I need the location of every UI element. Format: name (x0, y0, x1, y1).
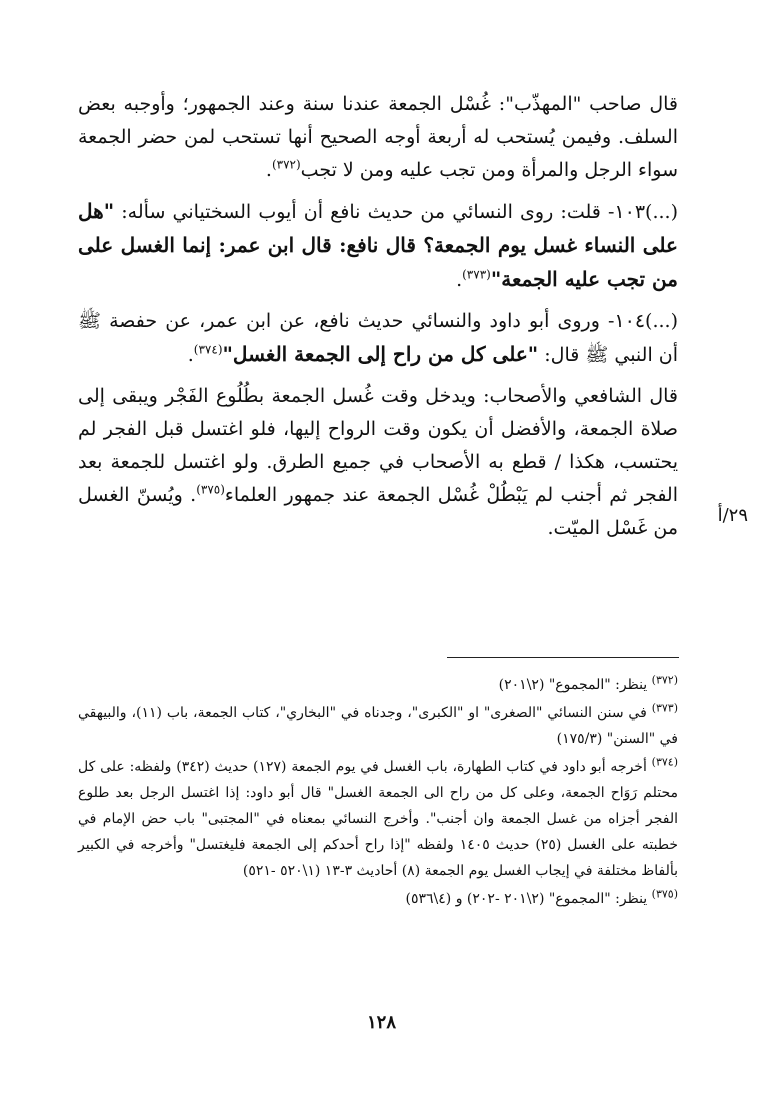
manuscript-folio-marker: ٢٩/أ (717, 505, 748, 526)
paragraph-2 (78, 195, 678, 297)
footnote-number: (٣٧٢) (651, 673, 678, 687)
paragraph-prefix: (...)١٠٤- وروى أبو داود والنسائي حديث نافع، عن ابن عمر، عن حفصة ﷺ أن النبي ﷺ قال: (78, 310, 678, 366)
paragraph-1 (78, 88, 678, 187)
page-number: ١٢٨ (366, 1012, 396, 1033)
footnote-number: (٣٧٣) (651, 701, 679, 715)
paragraph-end: . (456, 269, 463, 291)
main-text (78, 88, 678, 553)
footnote-ref: (٣٧٣) (462, 267, 491, 282)
footnote-text: في سنن النسائي "الصغرى" او "الكبرى"، وجدناه في "البخاري"، كتاب الجمعة، باب (١١)، والبيهقي في "السنن" (١٧٥/٣) (78, 705, 678, 747)
footnote-ref: (٣٧٥) (196, 482, 225, 497)
footnote-number: (٣٧٤) (651, 755, 678, 769)
footnote (78, 754, 678, 884)
footnotes (78, 672, 678, 914)
footnote-text: أخرجه أبو داود في كتاب الطهارة، باب الغسل في يوم الجمعة (١٢٧) حديث (٣٤٢) ولفظه: على كل محتلم رَوَاح الجمعة، وعلى كل من راح الى الجمعة الغسل" قال أبو داود: إذا اغتسل الرجل بعد طلوع الفجر أجزاه من غسل الجمعة وان أجنب". وأخرج النسائي بمعناه في "المجتبى" باب حض الإمام في خطبته على الغسل (٢٥) حديث ١٤٠٥ ولفظه "إذا راح أحدكم إلى الجمعة فليغتسل" وأخرجه في الكبير بألفاظ مختلفة في إيجاب الغسل يوم الجمعة (٨) أحاديث ٣-١٣ (١\٥٢٠ -٥٢١) (78, 759, 678, 879)
paragraph-text: قال الشافعي والأصحاب: ويدخل وقت غُسل الجمعة بطُلُوع الفَجْر ويبقى إلى صلاة الجمعة، والأفضل أن يكون وقت الرواح إليها، فلو اغتسل قبل الفجر لم يحتسب، هكذا / قطع به الأصحاب في جميع الطرق. ولو اغتسل للجمعة بعد الفجر ثم أجنب لم يَبْطُلْ غُسْل الجمعة عند جمهور العلماء (78, 385, 678, 506)
hadith-quote: "هل على النساء غسل يوم الجمعة؟ قال نافع: قال ابن عمر: إنما الغسل على من تجب عليه الجمعة" (78, 199, 678, 291)
paragraph-text: قال صاحب "المهذّب": غُسْل الجمعة عندنا سنة وعند الجمهور؛ وأوجبه بعض السلف. وفيمن يُستحب له أربعة أوجه الصحيح أنها تستحب لمن حضر الجمعة سواء الرجل والمرأة ومن تجب عليه ومن لا تجب (78, 93, 678, 181)
footnote-ref: (٣٧٢) (271, 157, 301, 172)
paragraph-end: . (187, 344, 194, 366)
footnote-text: ينظر: "المجموع" (٢\٢٠١) (498, 677, 648, 693)
footnote (78, 700, 678, 752)
footnote-ref: (٣٧٤) (193, 342, 223, 357)
footnote (78, 886, 678, 912)
paragraph-3 (78, 305, 678, 372)
paragraph-4 (78, 380, 678, 545)
footnote-number: (٣٧٥) (651, 887, 678, 901)
paragraph-end: . ويُسنّ الغسل من غَسْل الميّت. (78, 484, 678, 539)
footnote (78, 672, 678, 698)
hadith-quote: "على كل من راح إلى الجمعة الغسل" (222, 342, 539, 366)
footnote-divider (447, 657, 679, 658)
paragraph-prefix: (...)١٠٣- قلت: روى النسائي من حديث نافع أن أيوب السختياني سأله: (114, 201, 678, 223)
paragraph-end: . (265, 159, 272, 181)
footnote-text: ينظر: "المجموع" (٢\٢٠١ -٢٠٢) و (٤\٥٣٦) (405, 891, 648, 907)
